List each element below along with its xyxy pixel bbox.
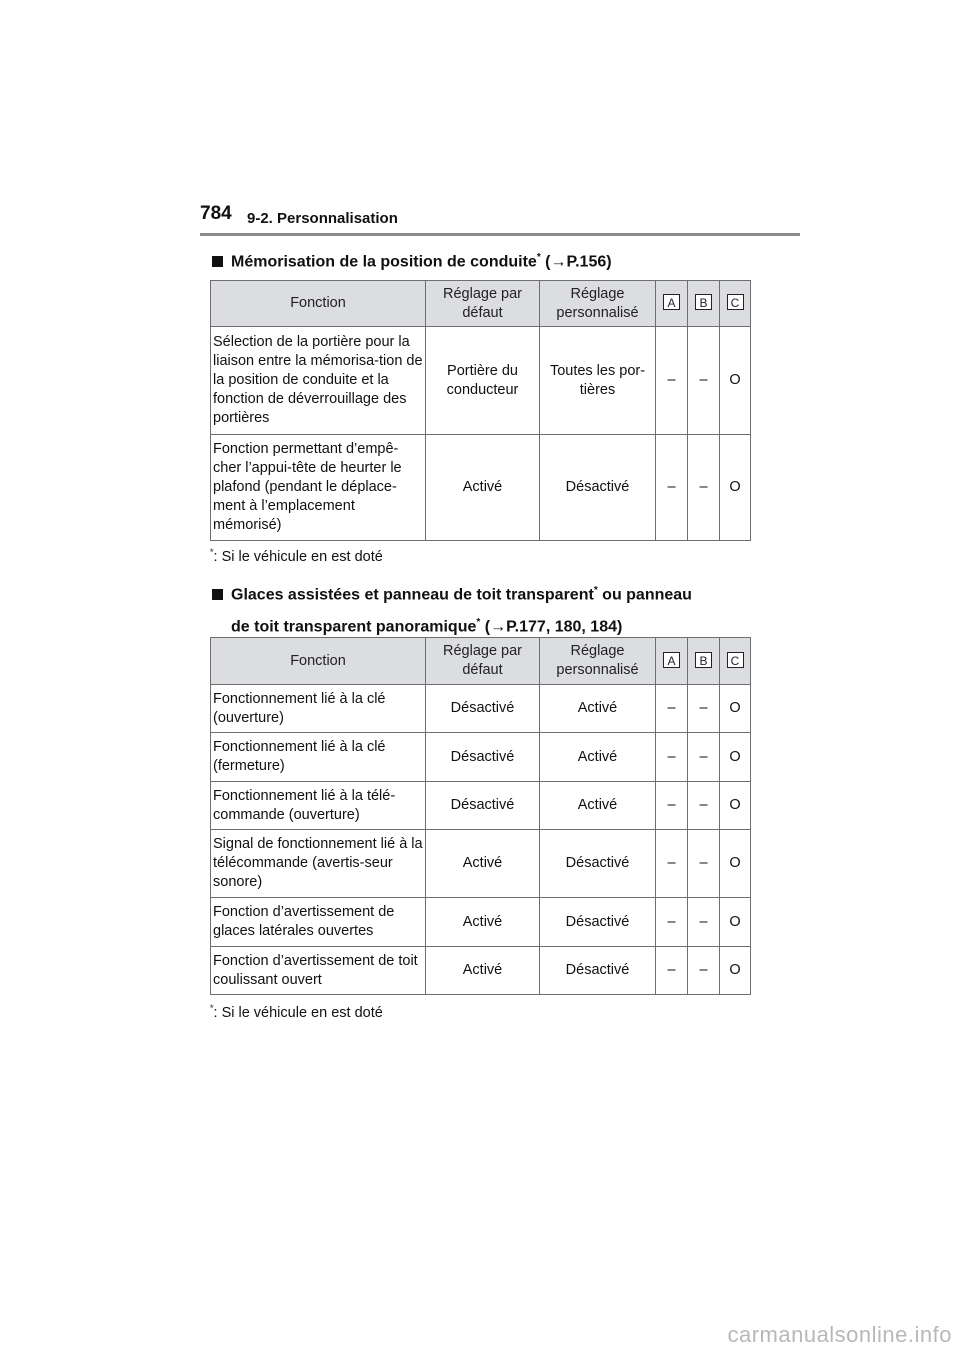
footnote-text: : Si le véhicule en est doté: [213, 548, 383, 565]
cell-default: Activé: [426, 947, 540, 995]
cell-custom: Activé: [540, 733, 656, 782]
section1-table: [210, 280, 751, 541]
cell-custom: Toutes les por-tières: [540, 327, 656, 435]
section2-title-line2: de toit transparent panoramique: [231, 618, 477, 636]
cell-b: –: [688, 685, 720, 733]
table-header-row: [211, 281, 751, 327]
cell-c: O: [720, 733, 751, 782]
cell-b: –: [688, 733, 720, 782]
cell-a: –: [656, 327, 688, 435]
header-function: Fonction: [211, 638, 426, 685]
section2-title-line1: Glaces assistées et panneau de toit transparent: [231, 586, 594, 604]
cell-c: O: [720, 782, 751, 830]
header-custom: Réglage personnalisé: [540, 638, 656, 685]
footnote-star: *: [210, 547, 214, 557]
cell-a: –: [656, 830, 688, 898]
cell-a: –: [656, 947, 688, 995]
cell-b: –: [688, 782, 720, 830]
section2-ref: (→P.177, 180, 184): [484, 618, 623, 636]
header-b: B: [695, 294, 712, 310]
cell-function: Fonctionnement lié à la télé-commande (ouverture): [211, 782, 426, 830]
cell-a: –: [656, 435, 688, 541]
cell-c: O: [720, 830, 751, 898]
cell-b: –: [688, 898, 720, 947]
section2-heading: [210, 577, 692, 642]
cell-function: Signal de fonctionnement lié à la télécommande (avertis-seur sonore): [211, 830, 426, 898]
section2-title-line1-tail: ou panneau: [597, 586, 692, 604]
watermark: carmanualsonline.info: [727, 1322, 952, 1347]
cell-default: Portière du conducteur: [426, 327, 540, 435]
section1-footnote: [210, 547, 383, 565]
table-row: [211, 685, 751, 733]
section1-ref: (→P.156): [545, 253, 612, 271]
section2-star2: *: [476, 617, 481, 629]
cell-c: O: [720, 327, 751, 435]
section1-title: Mémorisation de la position de conduite: [231, 253, 537, 271]
header-rule: [200, 233, 800, 236]
table-row: [211, 782, 751, 830]
cell-custom: Désactivé: [540, 947, 656, 995]
cell-default: Désactivé: [426, 733, 540, 782]
cell-c: O: [720, 685, 751, 733]
page-header: [200, 203, 800, 235]
footnote-star: *: [210, 1003, 214, 1013]
cell-function: Fonction d’avertissement de glaces latérales ouvertes: [211, 898, 426, 947]
header-default: Réglage par défaut: [426, 638, 540, 685]
header-c: C: [727, 652, 744, 668]
cell-function: Fonction d’avertissement de toit coulissant ouvert: [211, 947, 426, 995]
cell-custom: Activé: [540, 685, 656, 733]
footnote-text: : Si le véhicule en est doté: [213, 1004, 383, 1021]
section1-heading: [210, 244, 612, 276]
cell-custom: Désactivé: [540, 898, 656, 947]
cell-a: –: [656, 782, 688, 830]
cell-a: –: [656, 685, 688, 733]
cell-default: Activé: [426, 898, 540, 947]
cell-a: –: [656, 733, 688, 782]
cell-custom: Désactivé: [540, 435, 656, 541]
table-row: [211, 327, 751, 435]
cell-custom: Désactivé: [540, 830, 656, 898]
cell-a: –: [656, 898, 688, 947]
cell-b: –: [688, 327, 720, 435]
table-row: [211, 435, 751, 541]
table-row: [211, 947, 751, 995]
cell-default: Désactivé: [426, 685, 540, 733]
cell-b: –: [688, 947, 720, 995]
square-bullet-icon: [212, 256, 223, 267]
cell-default: Activé: [426, 830, 540, 898]
table-row: [211, 733, 751, 782]
header-a: A: [663, 294, 680, 310]
cell-custom: Activé: [540, 782, 656, 830]
table-header-row: [211, 638, 751, 685]
cell-b: –: [688, 830, 720, 898]
header-c: C: [727, 294, 744, 310]
section2-table: [210, 637, 751, 995]
cell-function: Fonctionnement lié à la clé (fermeture): [211, 733, 426, 782]
section2-star1: *: [593, 585, 598, 596]
cell-function: Fonction permettant d’empê-cher l’appui-tête de heurter le plafond (pendant le déplace-ment à l’emplacement mémorisé): [211, 435, 426, 541]
cell-c: O: [720, 947, 751, 995]
cell-default: Désactivé: [426, 782, 540, 830]
page-number: 784: [200, 203, 232, 224]
cell-c: O: [720, 435, 751, 541]
section2-footnote: [210, 1003, 383, 1021]
cell-function: Sélection de la portière pour la liaison entre la mémorisa-tion de la position de conduite et la fonction de déverrouillage des portières: [211, 327, 426, 435]
square-bullet-icon: [212, 589, 223, 600]
cell-default: Activé: [426, 435, 540, 541]
header-b: B: [695, 652, 712, 668]
cell-c: O: [720, 898, 751, 947]
cell-function: Fonctionnement lié à la clé (ouverture): [211, 685, 426, 733]
header-custom: Réglage personnalisé: [540, 281, 656, 327]
section-title: 9-2. Personnalisation: [247, 210, 398, 227]
table-row: [211, 830, 751, 898]
header-function: Fonction: [211, 281, 426, 327]
table-row: [211, 898, 751, 947]
header-default: Réglage par défaut: [426, 281, 540, 327]
cell-b: –: [688, 435, 720, 541]
section1-star: *: [536, 252, 541, 263]
header-a: A: [663, 652, 680, 668]
